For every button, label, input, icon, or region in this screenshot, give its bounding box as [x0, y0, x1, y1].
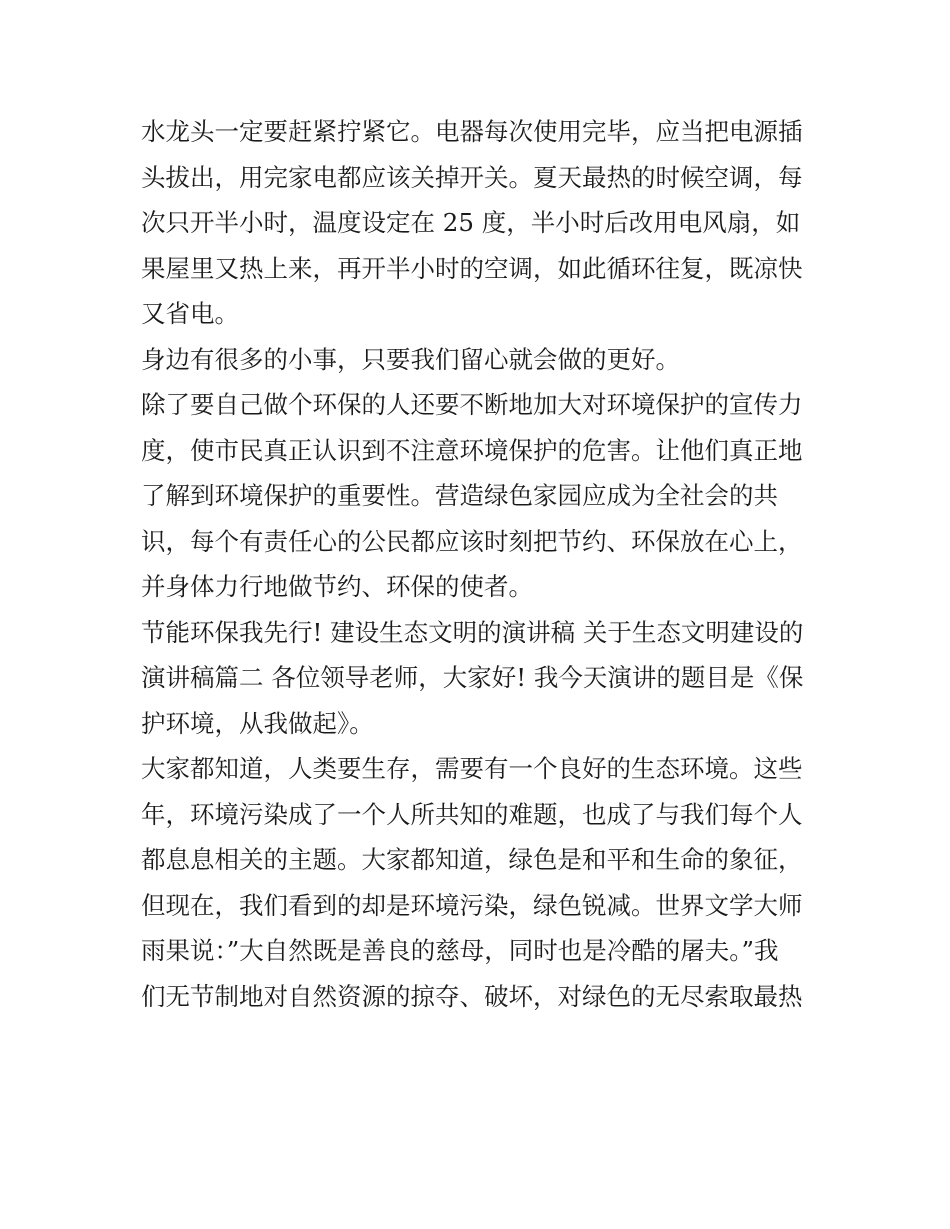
text-line: 护环境，从我做起》。: [141, 708, 374, 738]
text-line: 并身体力行地做节约、环保的使者。: [141, 572, 533, 601]
text-line: 年，环境污染成了一个人所共知的难题，也成了与我们每个人: [141, 799, 803, 829]
text-line: 大家都知道，人类要生存，需要有一个良好的生态环境。这些: [141, 754, 803, 783]
text-line: 度，使市民真正认识到不注意环境保护的危害。让他们真正地: [141, 435, 803, 465]
body-text: [141, 109, 816, 1019]
text-line: 又省电。: [141, 299, 239, 328]
text-line: 演讲稿篇二 各位领导老师，大家好! 我今天演讲的题目是《保: [141, 663, 804, 692]
text-line: 次只开半小时，温度设定在 25 度，半小时后改用电风扇，如: [141, 208, 801, 237]
text-line: 身边有很多的小事，只要我们留心就会做的更好。: [141, 344, 680, 374]
text-line: 们无节制地对自然资源的掠夺、破坏，对绿色的无尽索取最热: [141, 981, 803, 1011]
text-line: 但现在，我们看到的却是环境污染，绿色锐减。世界文学大师: [141, 890, 803, 920]
text-line: 水龙头一定要赶紧拧紧它。电器每次使用完毕，应当把电源插: [141, 117, 803, 146]
text-line: 了解到环境保护的重要性。营造绿色家园应成为全社会的共: [141, 481, 778, 510]
text-line: 除了要自己做个环保的人还要不断地加大对环境保护的宣传力: [141, 390, 803, 419]
text-line: 识，每个有责任心的公民都应该时刻把节约、环保放在心上，: [141, 526, 803, 556]
text-line: 雨果说：”大自然既是善良的慈母，同时也是冷酷的屠夫。”我: [141, 936, 779, 965]
text-line: 头拔出，用完家电都应该关掉开关。夏天最热的时候空调，每: [141, 162, 803, 192]
text-line: 果屋里又热上来，再开半小时的空调，如此循环往复，既凉快: [141, 253, 803, 283]
text-line: 都息息相关的主题。大家都知道，绿色是和平和生命的象征，: [141, 845, 803, 874]
text-line: 节能环保我先行! 建设生态文明的演讲稿 关于生态文明建设的: [141, 617, 804, 647]
